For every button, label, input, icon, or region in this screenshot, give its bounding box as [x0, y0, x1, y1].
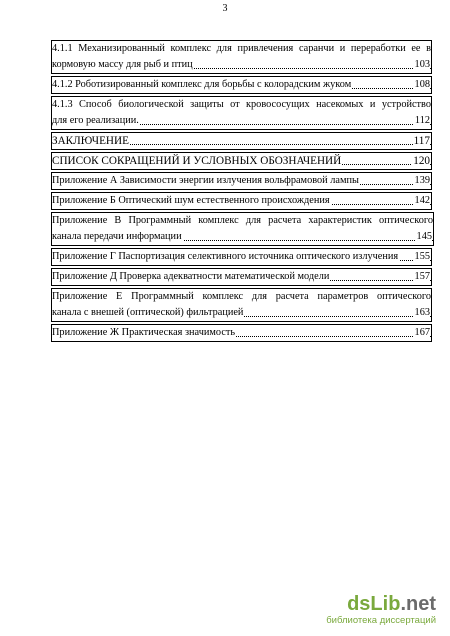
- toc-entry-text: Приложение Г Паспортизация селективного источника оптического излучения: [52, 251, 399, 262]
- toc-page-number: 157: [414, 269, 430, 285]
- toc-entry-text: Приложение Д Проверка адекватности математической модели: [52, 271, 330, 282]
- toc-entry-text: 4.1.1 Механизированный комплекс для привлечения саранчи и переработки ее в: [52, 43, 431, 54]
- toc-entry[interactable]: [51, 212, 434, 246]
- toc-entry[interactable]: [51, 76, 432, 94]
- toc-entry[interactable]: [51, 96, 432, 130]
- toc-entry-text: Приложение В Программный комплекс для расчета характеристик оптического: [52, 215, 433, 226]
- toc-page-number: 117: [413, 135, 430, 147]
- toc-page-number: 103: [414, 57, 430, 73]
- toc-page-number: 142: [414, 193, 430, 209]
- watermark-subtitle: библиотека диссертаций: [326, 615, 436, 626]
- toc-entry[interactable]: [51, 132, 432, 150]
- toc-entry-text: Приложение Б Оптический шум естественного происхождения: [52, 195, 330, 206]
- toc-entry-text: ЗАКЛЮЧЕНИЕ: [52, 135, 129, 147]
- watermark: [316, 593, 436, 626]
- toc-page-number: 155: [414, 249, 430, 265]
- toc-entry-text: канала с внешей (оптической) фильтрацией: [52, 307, 244, 318]
- toc-entry[interactable]: [51, 248, 432, 266]
- toc-entry[interactable]: [51, 172, 432, 190]
- toc-page-number: 120: [413, 155, 430, 167]
- toc-page-number: 145: [416, 229, 432, 245]
- toc-entry[interactable]: [51, 288, 432, 322]
- toc-entry-text: Приложение А Зависимости энергии излучения вольфрамовой лампы: [52, 175, 359, 186]
- toc-entry-text: Приложение Ж Практическая значимость: [52, 327, 236, 338]
- toc-page-number: 167: [414, 325, 430, 341]
- toc-entry-text: СПИСОК СОКРАЩЕНИЙ И УСЛОВНЫХ ОБОЗНАЧЕНИЙ: [52, 155, 342, 167]
- toc-entry-text: 4.1.2 Роботизированный комплекс для борьбы с колорадским жуком: [52, 79, 352, 90]
- toc-entry[interactable]: [51, 152, 432, 170]
- toc-entry-text: Приложение Е Программный комплекс для расчета параметров оптического: [52, 291, 431, 302]
- toc-page-number: 163: [414, 305, 430, 321]
- toc-entry-text: 4.1.3 Способ биологической защиты от кровососущих насекомых и устройство: [52, 99, 431, 110]
- toc-entry[interactable]: [51, 192, 432, 210]
- toc-page-number: 108: [414, 77, 430, 93]
- toc-entry-text: для его реализации.: [52, 115, 139, 126]
- toc-entry-text: канала передачи информации: [52, 231, 182, 242]
- toc-entry-text: кормовую массу для рыб и птиц: [52, 59, 193, 70]
- watermark-logo: dsLib.net: [347, 593, 436, 615]
- page-number: 3: [222, 3, 228, 14]
- toc-page-number: 139: [414, 173, 430, 189]
- toc-entry[interactable]: [51, 40, 432, 74]
- table-of-contents: [51, 40, 432, 342]
- toc-entry[interactable]: [51, 324, 432, 342]
- toc-page-number: 112: [414, 113, 430, 129]
- toc-entry[interactable]: [51, 268, 432, 286]
